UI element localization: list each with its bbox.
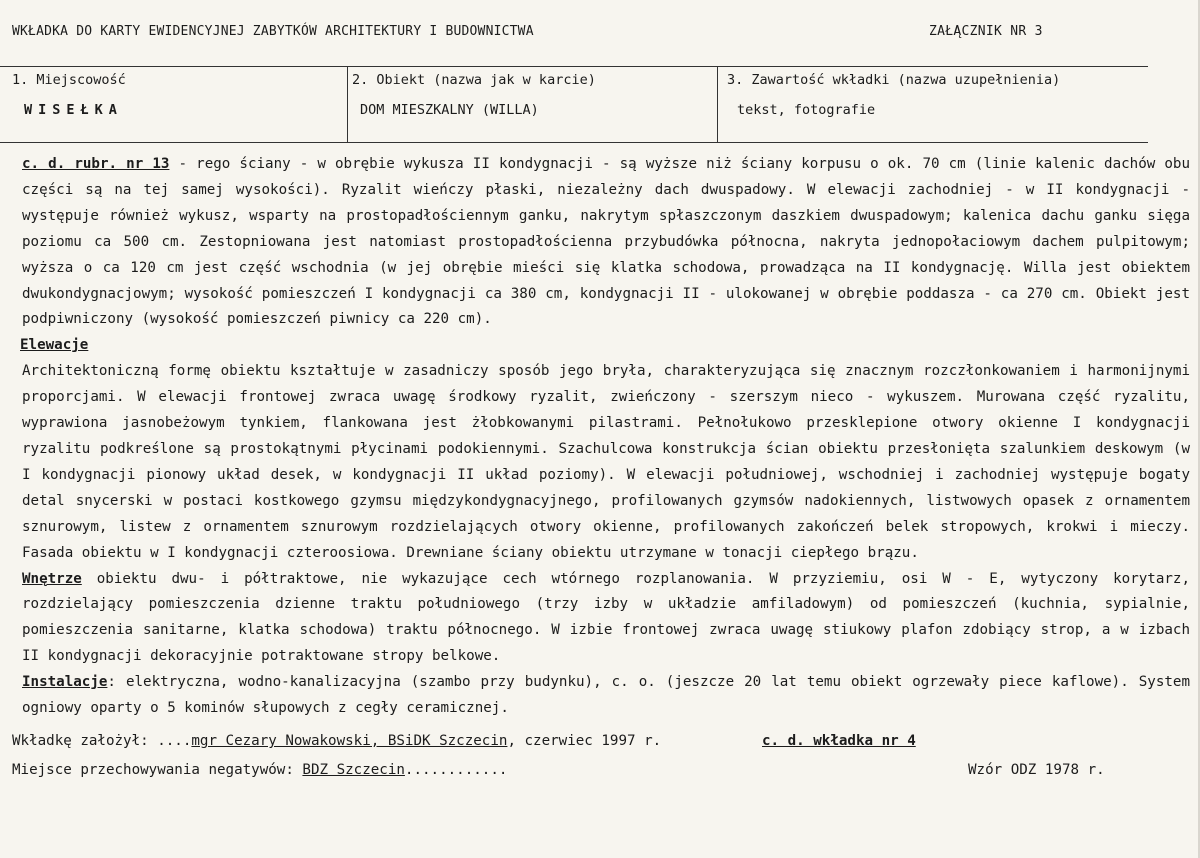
founder-dots: .... [157,733,192,749]
table-bottom-rule [0,142,1148,143]
wnetrze-text: obiektu dwu- i półtraktowe, nie wykazujące cech wtórnego rozplanowania. W przyziemiu, osi W - E, wytyczony korytarz, rozdzielający pomieszczenia dzienne traktu południowego (trzy izby w układzie amfiladowym) od pomieszczeń (kuchnia, sypialnie, pomieszczenia sanitarne, klatka schodowa) traktu północnego. W izbie frontowej zwraca uwagę stiukowy plafon zdobiący strop, a w izbach II kondygnacji dekoracyjnie potraktowane stropy belkowe. [22,570,1190,665]
template-reference: Wzór ODZ 1978 r. [968,762,1105,778]
negatives-dots: ............ [404,762,508,778]
column-divider-1 [347,66,348,142]
instalacje-heading: Instalacje [22,674,108,691]
founder-value: mgr Cezary Nowakowski, BSiDK Szczecin [191,733,508,749]
negatives-line [12,762,507,778]
next-insert: c. d. wkładka nr 4 [762,733,916,749]
elewacje-paragraph: Architektoniczną formę obiektu kształtuje w zasadniczy sposób jego bryła, charakteryzująca się znacznym rozczłonkowaniem i harmonijnymi proporcjami. W elewacji frontowej zwraca uwagę środkowy ryzalit, zwieńczony - szerszym nieco - wykuszem. Murowana część ryzalitu, wyprawiona jasnobeżowym tynkiem, flankowana jest żłobkowanymi pilastrami. Pełnołukowo przesklepione otwory okienne I kondygnacji ryzalitu podkreślone są prostokątnymi płycinami podokiennymi. Szachulcowa konstrukcja ścian obiektu przesłonięta szalunkiem deskowym (w I kondygnacji pionowy układ desek, w kondygnacji II układ poziomy). W elewacji południowej, wschodniej i zachodniej występuje bogaty detal snycerski w postaci kostkowego gzymsu międzykondygnacyjnego, profilowanych gzymsów nadokiennych, listwowych opasek z ornamentem sznurowym, listew z ornamentem sznurowym rozdzielających otwory okienne, profilowanych zakończeń belek stropowych, krokwi i mieczy. Fasada obiektu w I kondygnacji czteroosiowa. Drewniane ściany obiektu utrzymane w tonacji ciepłego brązu. [22,363,1190,561]
instalacje-paragraph [22,670,1190,722]
negatives-value: BDZ Szczecin [302,762,405,778]
continuation-paragraph [22,152,1190,333]
table-top-rule [0,66,1148,67]
form-title: WKŁADKA DO KARTY EWIDENCYJNEJ ZABYTKÓW ARCHITEKTURY I BUDOWNICTWA [12,24,534,39]
description-body [22,152,1190,722]
contents-value: tekst, fotografie [737,102,876,118]
continuation-text: - rego ściany - w obrębie wykusza II kondygnacji - są wyższe niż ściany korpusu o ok. 70 cm (linie kalenic dachów obu części są na tej samej wysokości). Ryzalit wieńczy płaski, niezależny dach dwuspadowy. W elewacji zachodniej - w II kondygnacji - występuje również wykusz, wsparty na prostopadłościennym ganku, nakrytym spłaszczonym daszkiem dwuspadowym; kalenica dachu ganku sięga poziomu ca 500 cm. Zestopniowana jest natomiast prostopadłościenna przybudówka północna, nakryta jednopołaciowym dachem pulpitowym; wyższa o ca 120 cm jest część wschodnia (w jej obrębie mieści się klatka schodowa, prowadząca na II kondygnację. Willa jest obiektem dwukondygnacjowym; wysokość pomieszczeń I kondygnacji ca 380 cm, kondygnacji II - ulokowanej w obrębie poddasza - ca 270 cm. Obiekt jest podpiwniczony (wysokość pomieszczeń piwnicy ca 220 cm). [22,156,1190,328]
object-label: 2. Obiekt (nazwa jak w karcie) [352,72,596,88]
instalacje-text: : elektryczna, wodno-kanalizacyjna (szambo przy budynku), c. o. (jeszcze 20 lat temu obiekt ogrzewały piece kaflowe). System ogniowy oparty o 5 kominów słupowych z cegły ceramicznej. [22,674,1190,717]
location-label: 1. Miejscowość [12,72,126,88]
location-value: WISEŁKA [24,102,123,118]
column-divider-2 [717,66,718,142]
founder-label: Wkładkę założył: [12,733,149,749]
attachment-number: ZAŁĄCZNIK NR 3 [929,24,1043,39]
wnetrze-heading: Wnętrze [22,570,82,587]
founder-line [12,733,661,749]
founder-date: , czerwiec 1997 r. [507,733,662,749]
wnetrze-paragraph [22,567,1190,671]
elewacje-heading: Elewacje [20,337,89,354]
negatives-label: Miejsce przechowywania negatywów: [12,762,294,778]
continuation-label: c. d. rubr. nr 13 [22,156,170,172]
object-value: DOM MIESZKALNY (WILLA) [360,102,539,118]
contents-label: 3. Zawartość wkładki (nazwa uzupełnienia) [727,72,1061,88]
